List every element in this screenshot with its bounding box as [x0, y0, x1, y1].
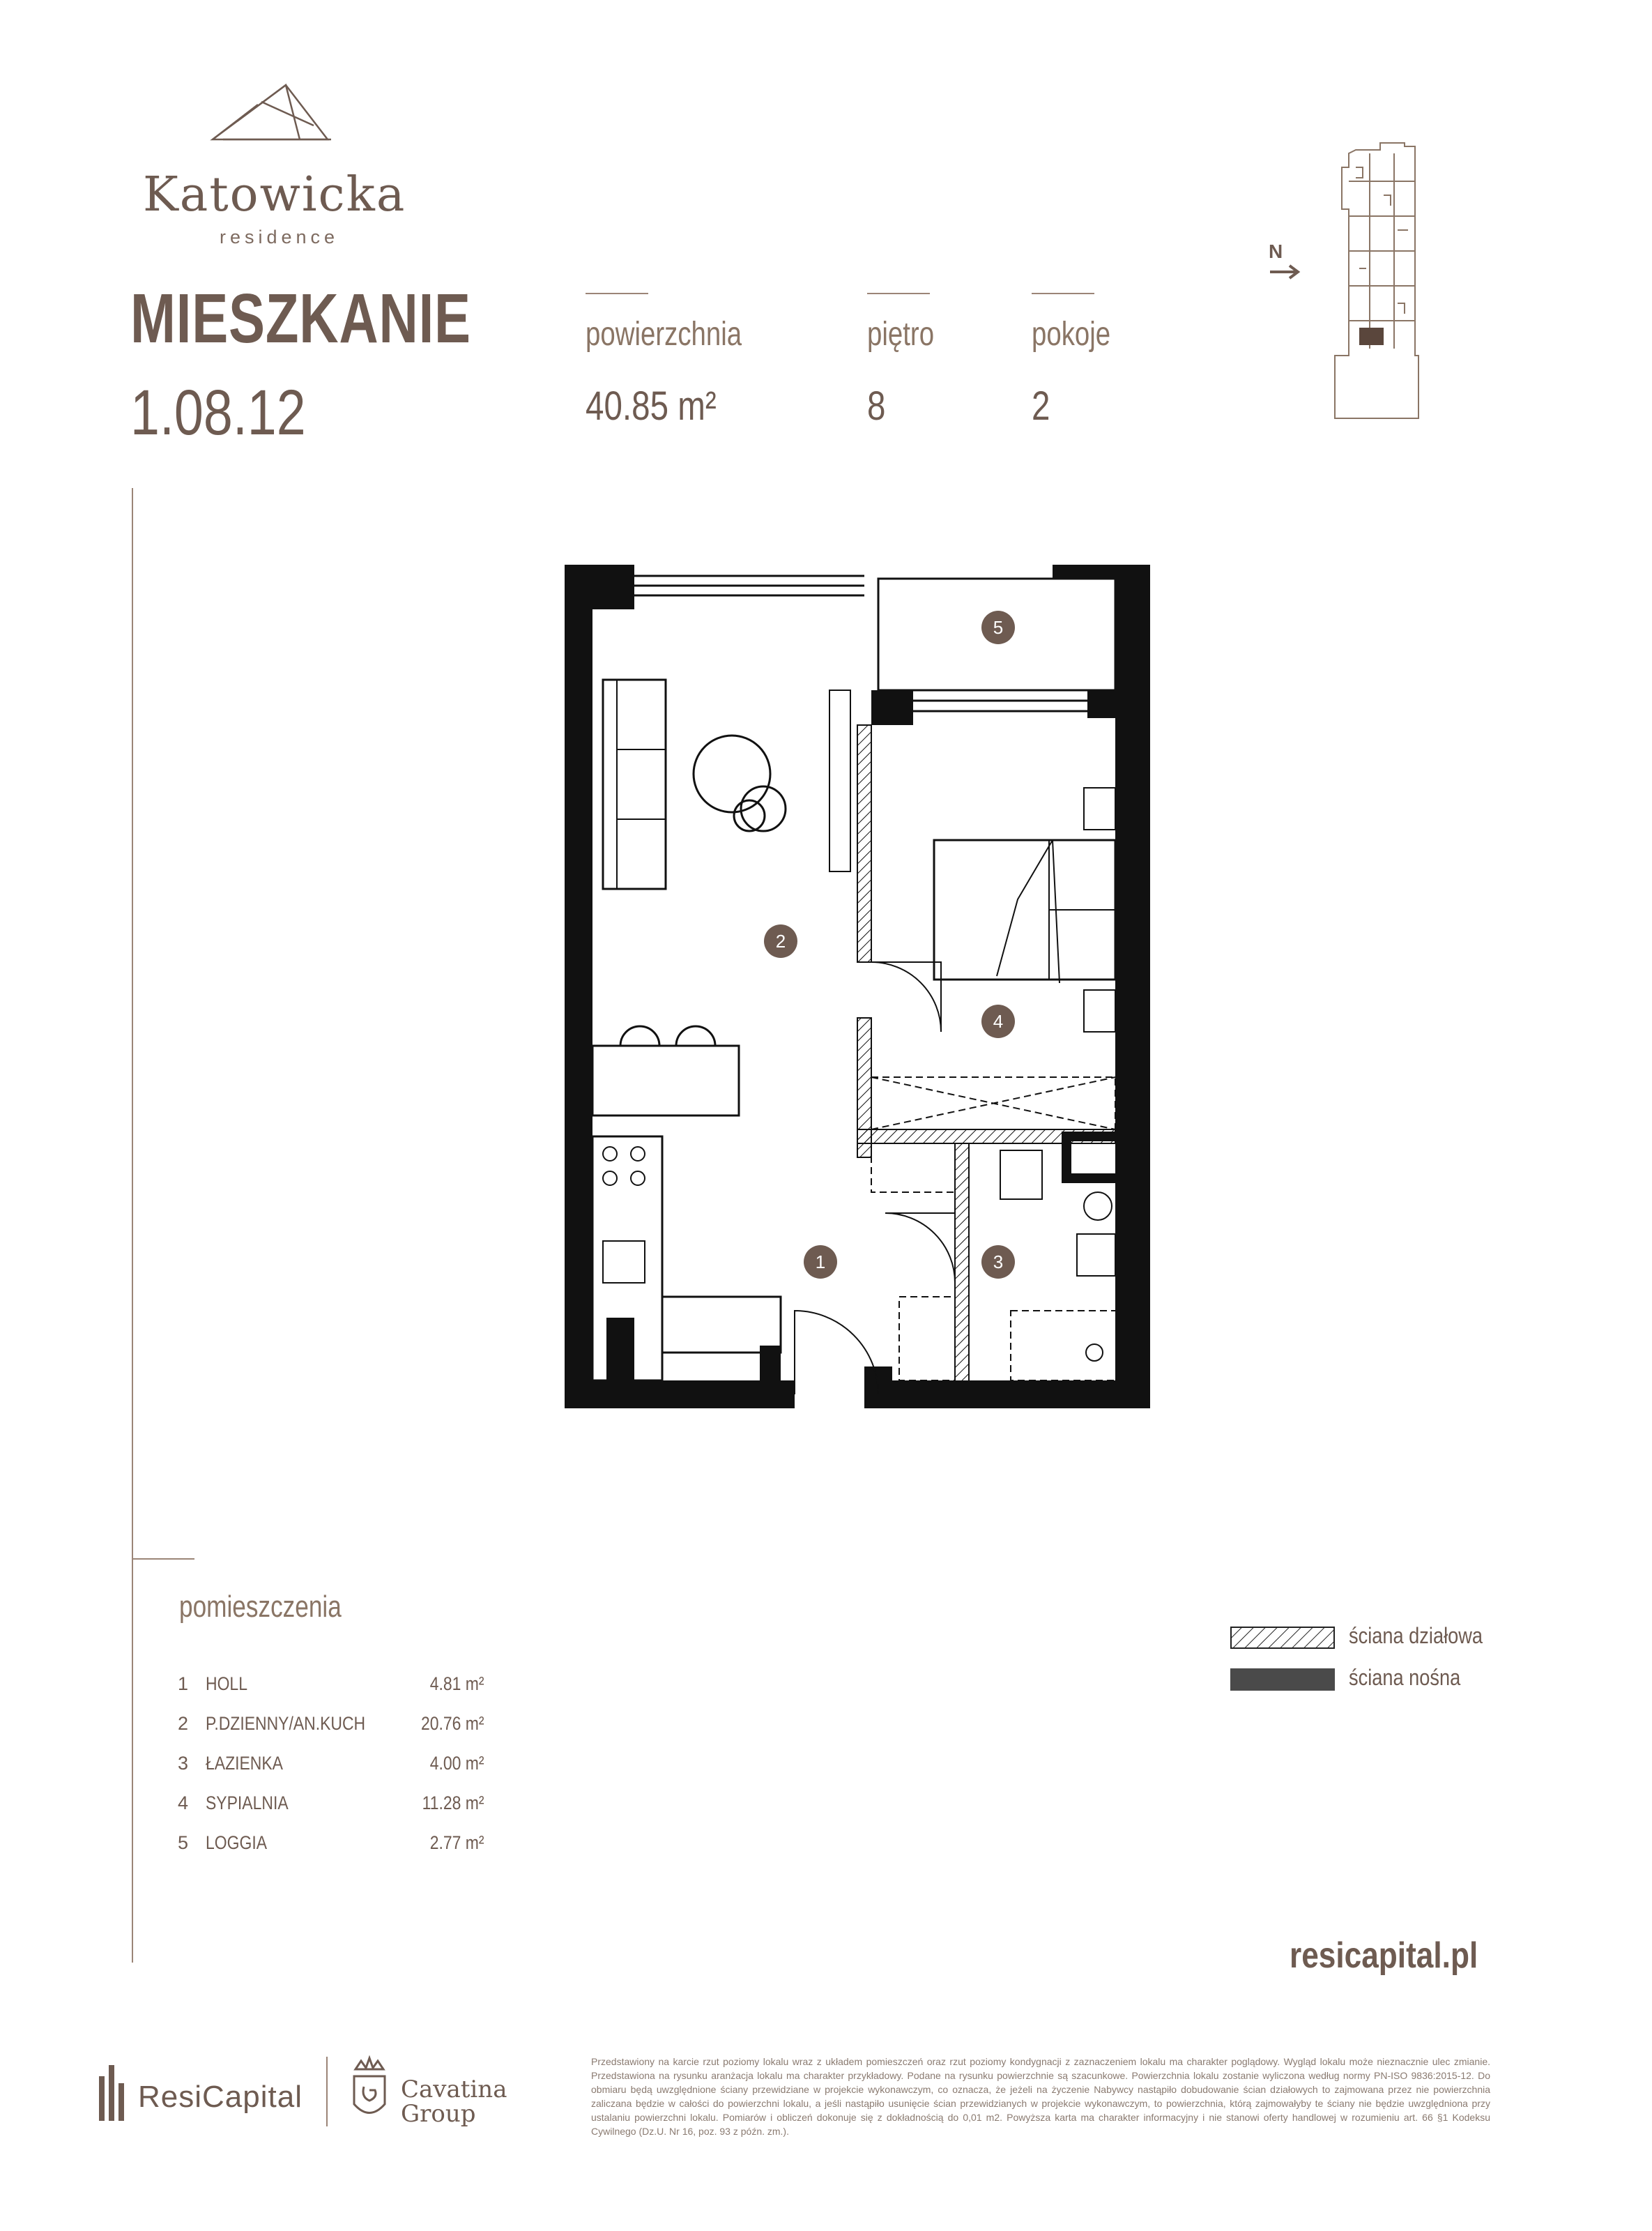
page-title: MIESZKANIE: [130, 280, 471, 358]
room-name: LOGGIA: [206, 1832, 268, 1853]
cavatina-logo-text-1: Cavatina: [401, 2076, 507, 2103]
marker-1: 1: [815, 1251, 826, 1272]
room-row: [178, 1713, 484, 1741]
logo-divider: [326, 2057, 328, 2126]
legal-disclaimer: Przedstawiony na karcie rzut poziomy lokalu wraz z układem pomieszczeń oraz rzut poziomy kondygnacji z zaznaczeniem lokalu ma charakter poglądowy. Wygląd lokalu może nieznacznie ulec zmianie. Przedstawiona na rysunku aranżacja lokalu ma charakter przykładowy. Podane na rysunku powierzchnie są szacunkowe. Powierzchnia lokalu zostanie wyliczona według normy PN-ISO 9836:2015-12. Do obmiaru będą uwzględnione ściany przewidziane w projekcie wykonawczym, co oznacza, że jeżeli na życzenie Nabywcy nastąpiło dobudowanie ścian działowych to zajmowana przez nie powierzchnia zaliczana będzie w całości do powierzchni lokalu, a jeśli nastąpiło usunięcie ścian przewidzianych w projekcie wykonawczym, to powierzchnia, którą zajmowałyby te ściany nie będzie uwzględniona przy ustalaniu powierzchni lokalu. Pomiarów i obliczeń dokonuje się z dokładnością do 0,01 m2. Powyższa karta ma charakter informacyjny i nie stanowi oferty handlowej w rozumieniu art. 66 §1 Kodeksu Cywilnego (Dz.U. Nr 16, poz. 93 z późn. zm.).: [591, 2056, 1490, 2137]
mountain-logo-icon: [209, 77, 335, 143]
stat-value-floor: 8: [867, 383, 886, 429]
room-area: 11.28 m²: [422, 1792, 484, 1813]
legend-partition-label: ściana działowa: [1349, 1623, 1483, 1648]
room-number: 5: [178, 1832, 189, 1853]
divider: [1032, 293, 1094, 294]
marker-4: 4: [993, 1011, 1004, 1032]
website-link[interactable]: resicapital.pl: [1290, 1935, 1478, 1976]
rooms-title: pomieszczenia: [179, 1590, 342, 1624]
left-rule: [132, 488, 133, 1963]
stat-value-rooms: 2: [1032, 383, 1050, 429]
room-area: 4.81 m²: [430, 1673, 484, 1694]
divider: [586, 293, 648, 294]
room-number: 4: [178, 1792, 189, 1813]
stat-label-floor: piętro: [867, 316, 935, 353]
marker-3: 3: [993, 1251, 1004, 1272]
stat-value-area: 40.85 m²: [586, 383, 717, 429]
resicapital-logo-icon: [98, 2064, 132, 2121]
divider: [867, 293, 930, 294]
room-name: ŁAZIENKA: [206, 1753, 283, 1774]
room-number: 3: [178, 1753, 189, 1774]
floor-plan: [565, 565, 1157, 1415]
room-row: [178, 1792, 484, 1820]
room-number: 2: [178, 1713, 189, 1734]
arrow-right-icon: [1269, 261, 1303, 282]
room-area: 2.77 m²: [430, 1832, 484, 1853]
stat-area: [586, 293, 781, 429]
brand-subtitle: residence: [220, 227, 339, 248]
apartment-number: 1.08.12: [130, 377, 306, 448]
load-wall-swatch: [1230, 1668, 1335, 1691]
building-outline-icon: [1328, 139, 1432, 425]
room-area: 4.00 m²: [430, 1753, 484, 1774]
building-key-plan: [1269, 139, 1450, 432]
room-number: 1: [178, 1673, 189, 1694]
room-name: HOLL: [206, 1673, 247, 1694]
stat-label-area: powierzchnia: [586, 316, 742, 353]
marker-5: 5: [993, 617, 1004, 638]
marker-2: 2: [775, 931, 786, 952]
room-row: [178, 1753, 484, 1781]
resicapital-logo-text: ResiCapital: [138, 2080, 303, 2114]
cavatina-crest-icon: [349, 2055, 390, 2125]
room-row: [178, 1832, 484, 1860]
room-area: 20.76 m²: [421, 1713, 484, 1734]
stat-label-rooms: pokoje: [1032, 316, 1111, 353]
legend-load-label: ściana nośna: [1349, 1665, 1461, 1690]
cavatina-logo-text-2: Group: [401, 2100, 476, 2128]
stat-rooms: [1032, 293, 1130, 429]
brand-name: Katowicka: [143, 167, 406, 222]
room-row: [178, 1673, 484, 1701]
compass-label: N: [1269, 241, 1283, 262]
room-name: SYPIALNIA: [206, 1792, 289, 1813]
room-name: P.DZIENNY/AN.KUCH: [206, 1713, 366, 1734]
brand-logo: [143, 77, 408, 251]
rooms-rule: [132, 1558, 194, 1560]
partition-wall-swatch: [1230, 1627, 1335, 1649]
stat-floor: [867, 293, 951, 429]
